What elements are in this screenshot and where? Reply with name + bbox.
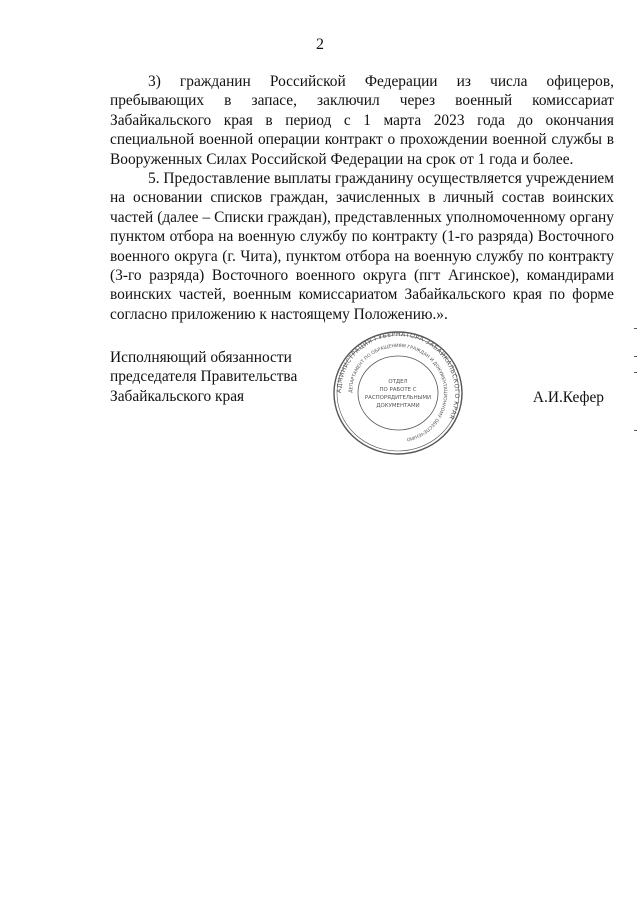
margin-mark [634,430,637,431]
page-number: 2 [316,36,324,53]
margin-mark [634,328,637,329]
stamp-center-line: ОТДЕЛ [388,379,408,385]
official-stamp [328,328,468,458]
signatory-title-line: Исполняющий обязанности [110,349,292,366]
stamp-center-line: ДОКУМЕНТАМИ [376,403,420,409]
stamp-inner-text: ДЕПАРТАМЕНТ ПО ОБРАЩЕНИЯМ ГРАЖДАН И ДОКУМЕНТАЦИОННОМУ ОБЕСПЕЧЕНИЮ [348,343,448,442]
margin-mark [634,372,637,373]
body-text [110,72,614,324]
stamp-outer-text: АДМИНИСТРАЦИЯ ГУБЕРНАТОРА ЗАБАЙКАЛЬСКОГО КРАЯ [335,330,461,421]
signatory-name: А.И.Кефер [532,389,604,406]
margin-mark [634,356,637,357]
signatory-title-line: Забайкальского края [110,387,245,405]
paragraph-item-5: 5. Предоставление выплаты гражданину осуществляется учреждением на основании списков граждан, зачисленных в личный состав воинских частей (далее – Списки граждан), представленных уполномоченному органу пунктом отбора на военную службу по контракту (1-го разряда) Восточного военного округа (г. Чита), пунктом отбора на военную службу по контракту (3-го разряда) Восточного военного округа (пгт Агинское), командирами воинских частей, военным комиссариатом Забайкальского края по форме согласно приложению к настоящему Положению.». [110,170,614,323]
signatory-title [110,348,297,406]
stamp-center-line: ПО РАБОТЕ С [379,387,417,393]
stamp-center [365,379,431,409]
signature-block [110,330,614,448]
signatory-title-line: председателя Правительства [110,368,298,386]
paragraph-item-3: 3) гражданин Российской Федерации из числа офицеров, пребывающих в запасе, заключил через военный комиссариат Забайкальского края в период с 1 марта 2023 года до окончания специальной военной операции контракт о прохождении военной службы в Вооруженных Силах Российской Федерации на срок от 1 года и более. [110,73,614,168]
stamp-center-line: РАСПОРЯДИТЕЛЬНЫМИ [364,395,432,401]
